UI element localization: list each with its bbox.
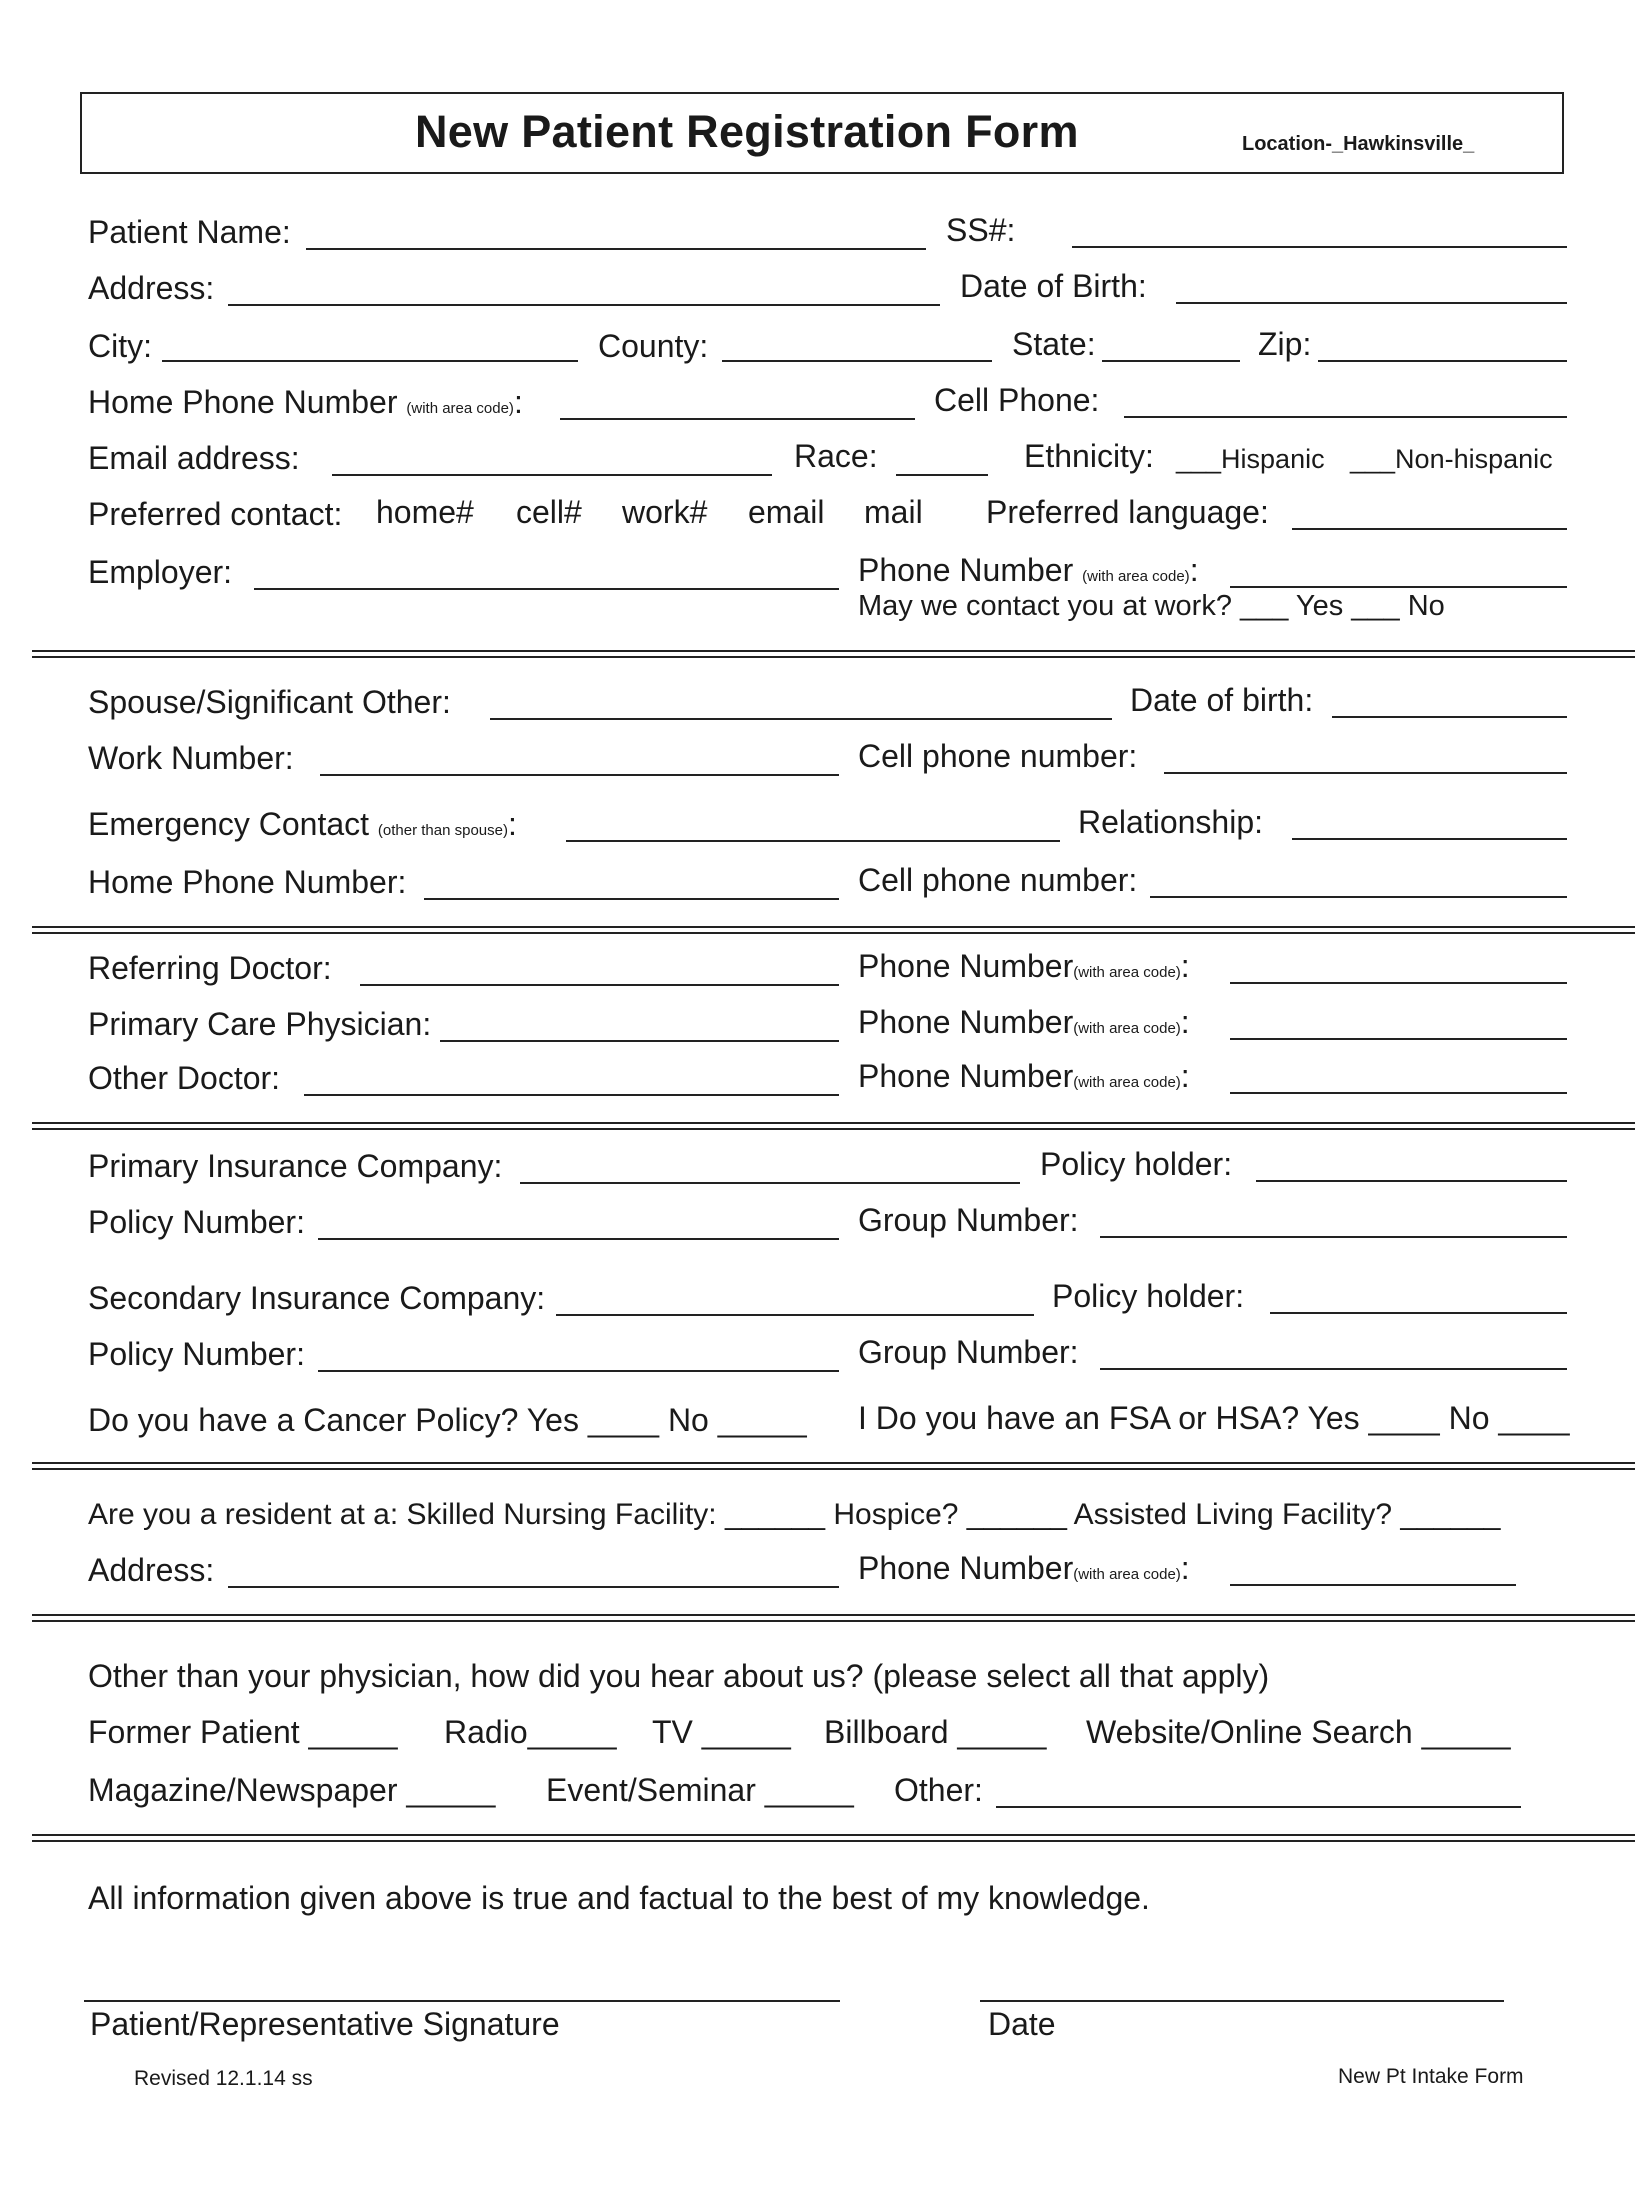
spouse-dob-label: Date of birth: (1130, 682, 1314, 718)
employer-phone-label (858, 554, 1199, 586)
spouse-cell-label: Cell phone number: (858, 738, 1138, 774)
emergency-cell-label: Cell phone number: (858, 862, 1138, 898)
referral-billboard[interactable]: Billboard _____ (824, 1714, 1047, 1750)
colon: : (513, 384, 523, 420)
cell-phone-field[interactable] (1124, 416, 1567, 418)
city-label: City: (88, 328, 152, 364)
section-divider (32, 1834, 1635, 1842)
referral-other-field[interactable] (996, 1806, 1521, 1808)
race-label: Race: (794, 438, 878, 474)
primary-policy-number-field[interactable] (318, 1238, 839, 1240)
address-label: Address: (88, 270, 215, 306)
other-doctor-phone-label (858, 1060, 1190, 1092)
area-code-note: (with area code) (1073, 964, 1181, 981)
referral-tv[interactable]: TV _____ (652, 1714, 791, 1750)
phone-number-text: Phone Number (858, 552, 1074, 588)
address-field[interactable] (228, 304, 940, 306)
contact-option-email[interactable]: email (748, 494, 825, 530)
primary-care-phone-label (858, 1006, 1190, 1038)
contact-option-mail[interactable]: mail (864, 494, 923, 530)
contact-option-cell[interactable]: cell# (516, 494, 582, 530)
race-field[interactable] (896, 474, 988, 476)
colon: : (507, 806, 517, 842)
facility-address-label: Address: (88, 1552, 215, 1588)
referral-question: Other than your physician, how did you hear about us? (please select all that apply) (88, 1658, 1270, 1694)
attestation-statement: All information given above is true and factual to the best of my knowledge. (88, 1880, 1150, 1916)
contact-option-work[interactable]: work# (622, 494, 708, 530)
other-doctor-phone-field[interactable] (1230, 1092, 1567, 1094)
signature-line[interactable] (84, 2000, 840, 2002)
primary-insurance-label: Primary Insurance Company: (88, 1148, 503, 1184)
colon: : (1180, 948, 1190, 984)
form-title: New Patient Registration Form (415, 106, 1079, 157)
primary-policy-holder-label: Policy holder: (1040, 1146, 1233, 1182)
hispanic-option[interactable]: ___Hispanic (1176, 444, 1325, 474)
dob-label: Date of Birth: (960, 268, 1147, 304)
colon: : (1189, 552, 1199, 588)
spouse-cell-field[interactable] (1164, 772, 1567, 774)
facility-address-field[interactable] (228, 1586, 839, 1588)
referral-radio[interactable]: Radio_____ (444, 1714, 617, 1750)
location-label: Location-_Hawkinsville_ (1242, 133, 1475, 155)
home-phone-field[interactable] (560, 418, 915, 420)
other-doctor-field[interactable] (304, 1094, 839, 1096)
secondary-group-number-label: Group Number: (858, 1334, 1079, 1370)
spouse-field[interactable] (490, 718, 1112, 720)
work-number-label: Work Number: (88, 740, 294, 776)
primary-policy-number-label: Policy Number: (88, 1204, 305, 1240)
primary-care-label: Primary Care Physician: (88, 1006, 432, 1042)
employer-phone-field[interactable] (1230, 586, 1567, 588)
employer-label: Employer: (88, 554, 233, 590)
section-divider (32, 1614, 1635, 1622)
primary-policy-holder-field[interactable] (1256, 1180, 1567, 1182)
resident-facility-question[interactable]: Are you a resident at a: Skilled Nursing Facility: ______ Hospice? ______ Assisted Living Facility? ______ (88, 1498, 1501, 1531)
area-code-note: (with area code) (406, 400, 514, 417)
facility-phone-label (858, 1552, 1190, 1584)
emergency-cell-field[interactable] (1150, 896, 1567, 898)
county-field[interactable] (722, 360, 992, 362)
non-hispanic-option[interactable]: ___Non-hispanic (1350, 444, 1553, 474)
relationship-label: Relationship: (1078, 804, 1263, 840)
email-field[interactable] (332, 474, 772, 476)
other-doctor-label: Other Doctor: (88, 1060, 281, 1096)
date-line[interactable] (980, 2000, 1504, 2002)
phone-number-text: Phone Number (858, 1550, 1074, 1586)
patient-name-label: Patient Name: (88, 214, 291, 250)
secondary-group-number-field[interactable] (1100, 1368, 1567, 1370)
primary-insurance-field[interactable] (520, 1182, 1020, 1184)
referring-doctor-field[interactable] (360, 984, 839, 986)
ssn-field[interactable] (1072, 246, 1567, 248)
area-code-note: (with area code) (1073, 1074, 1181, 1091)
section-divider (32, 650, 1635, 658)
spouse-label: Spouse/Significant Other: (88, 684, 451, 720)
cell-phone-label: Cell Phone: (934, 382, 1100, 418)
phone-number-text: Phone Number (858, 948, 1074, 984)
section-divider (32, 1122, 1635, 1130)
fsa-hsa-question[interactable]: I Do you have an FSA or HSA? Yes ____ No ____ (858, 1400, 1570, 1436)
other-than-spouse-note: (other than spouse) (377, 822, 508, 839)
state-field[interactable] (1102, 360, 1240, 362)
contact-option-home[interactable]: home# (376, 494, 474, 530)
secondary-insurance-label: Secondary Insurance Company: (88, 1280, 546, 1316)
colon: : (1180, 1004, 1190, 1040)
spouse-dob-field[interactable] (1332, 716, 1567, 718)
secondary-policy-holder-label: Policy holder: (1052, 1278, 1245, 1314)
referral-magazine[interactable]: Magazine/Newspaper _____ (88, 1772, 496, 1808)
preferred-language-label: Preferred language: (986, 494, 1269, 530)
home-phone-label (88, 386, 523, 418)
primary-care-phone-field[interactable] (1230, 1038, 1567, 1040)
emergency-home-phone-label: Home Phone Number: (88, 864, 407, 900)
referring-phone-label (858, 950, 1190, 982)
home-phone-text: Home Phone Number (88, 384, 398, 420)
area-code-note: (with area code) (1073, 1566, 1181, 1583)
referral-former-patient[interactable]: Former Patient _____ (88, 1714, 398, 1750)
patient-name-field[interactable] (306, 248, 926, 250)
ethnicity-label: Ethnicity: (1024, 438, 1154, 474)
ssn-label: SS#: (946, 212, 1016, 248)
relationship-field[interactable] (1292, 838, 1567, 840)
section-divider (32, 1462, 1635, 1470)
secondary-policy-number-field[interactable] (318, 1370, 839, 1372)
revised-note: Revised 12.1.14 ss (134, 2067, 313, 2090)
referral-other-label: Other: (894, 1772, 983, 1808)
signature-label: Patient/Representative Signature (90, 2006, 560, 2042)
state-label: State: (1012, 326, 1096, 362)
emergency-contact-text: Emergency Contact (88, 806, 370, 842)
section-divider (32, 926, 1635, 934)
referring-doctor-label: Referring Doctor: (88, 950, 332, 986)
county-label: County: (598, 328, 709, 364)
facility-phone-field[interactable] (1230, 1584, 1516, 1586)
referring-phone-field[interactable] (1230, 982, 1567, 984)
work-number-field[interactable] (320, 774, 839, 776)
zip-label: Zip: (1258, 326, 1312, 362)
area-code-note: (with area code) (1082, 568, 1190, 585)
colon: : (1180, 1058, 1190, 1094)
city-field[interactable] (162, 360, 578, 362)
secondary-policy-holder-field[interactable] (1270, 1312, 1567, 1314)
area-code-note: (with area code) (1073, 1020, 1181, 1037)
primary-group-number-field[interactable] (1100, 1236, 1567, 1238)
colon: : (1180, 1550, 1190, 1586)
phone-number-text: Phone Number (858, 1058, 1074, 1094)
phone-number-text: Phone Number (858, 1004, 1074, 1040)
secondary-insurance-field[interactable] (556, 1314, 1034, 1316)
date-label: Date (988, 2006, 1056, 2042)
zip-field[interactable] (1318, 360, 1567, 362)
dob-field[interactable] (1176, 302, 1567, 304)
secondary-policy-number-label: Policy Number: (88, 1336, 305, 1372)
contact-at-work[interactable]: May we contact you at work? ___ Yes ___ No (858, 590, 1445, 622)
preferred-contact-label: Preferred contact: (88, 496, 343, 532)
employer-field[interactable] (254, 588, 839, 590)
emergency-contact-field[interactable] (566, 840, 1060, 842)
preferred-language-field[interactable] (1292, 528, 1567, 530)
primary-group-number-label: Group Number: (858, 1202, 1079, 1238)
referral-event[interactable]: Event/Seminar _____ (546, 1772, 854, 1808)
cancer-policy-question[interactable]: Do you have a Cancer Policy? Yes ____ No _____ (88, 1402, 807, 1438)
emergency-home-phone-field[interactable] (424, 898, 839, 900)
primary-care-field[interactable] (440, 1040, 839, 1042)
email-label: Email address: (88, 440, 300, 476)
referral-website[interactable]: Website/Online Search _____ (1086, 1714, 1511, 1750)
form-name-note: New Pt Intake Form (1338, 2065, 1524, 2088)
emergency-contact-label (88, 808, 517, 840)
